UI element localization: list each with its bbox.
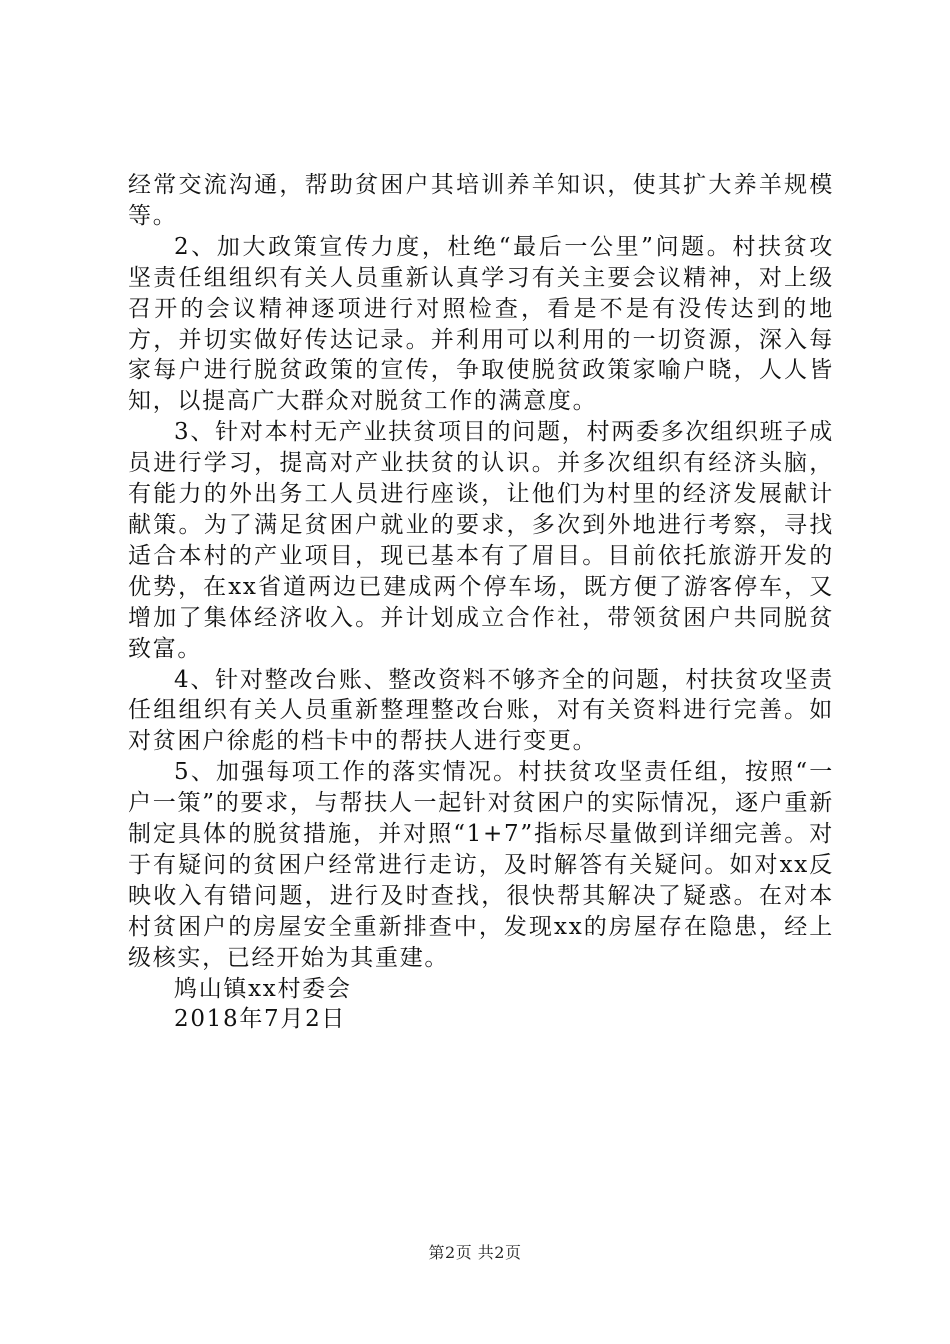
signature-line: 鸠山镇xx村委会 (174, 975, 352, 1002)
paragraph-item-5: 5、加强每项工作的落实情况。村扶贫攻坚责任组，按照“一户一策”的要求，与帮扶人一起针对贫困户的实际情况，逐户重新制定具体的脱贫措施，并对照“1+7”指标尽量做到详细完善。对于有疑问的贫困户经常进行走访，及时解答有关疑问。如对xx反映收入有错问题，进行及时查找，很快帮其解决了疑惑。在对本村贫困户的房屋安全重新排查中，发现xx的房屋存在隐患，经上级核实，已经开始为其重建。 (128, 759, 834, 971)
paragraph-item-3: 3、针对本村无产业扶贫项目的问题，村两委多次组织班子成员进行学习，提高对产业扶贫的认识。并多次组织有经济头脑，有能力的外出务工人员进行座谈，让他们为村里的经济发展献计献策。为了满足贫困户就业的要求，多次到外地进行考察，寻找适合本村的产业项目，现已基本有了眉目。目前依托旅游开发的优势，在xx省道两边已建成两个停车场，既方便了游客停车，又增加了集体经济收入。并计划成立合作社，带领贫困户共同脱贫致富。 (128, 419, 834, 662)
paragraph-item-4: 4、针对整改台账、整改资料不够齐全的问题，村扶贫攻坚责任组组织有关人员重新整理整改台账，对有关资料进行完善。如对贫困户徐彪的档卡中的帮扶人进行变更。 (128, 666, 834, 755)
page-footer: 第2页 共2页 (428, 1243, 522, 1262)
paragraph-continuation: 经常交流沟通，帮助贫困户其培训养羊知识，使其扩大养羊规模等。 (128, 172, 834, 229)
date-line: 2018年7月2日 (174, 1006, 347, 1033)
paragraph-item-2: 2、加大政策宣传力度，杜绝“最后一公里”问题。村扶贫攻坚责任组组织有关人员重新认真学习有关主要会议精神，对上级召开的会议精神逐项进行对照检查，看是不是有没传达到的地方，并切实做好传达记录。并利用可以利用的一切资源，深入每家每户进行脱贫政策的宣传，争取使脱贫政策家喻户晓，人人皆知，以提高广大群众对脱贫工作的满意度。 (128, 233, 834, 415)
document-body (128, 170, 834, 1035)
